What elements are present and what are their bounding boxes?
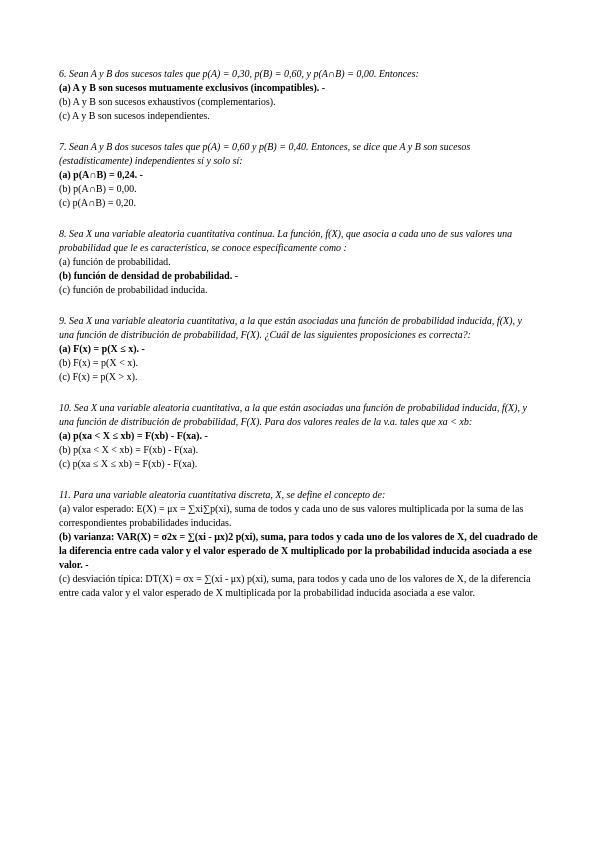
option-c: (c) función de probabilidad inducida. (59, 285, 208, 296)
question-9 (59, 315, 539, 385)
option-c: (c) p(xa ≤ X ≤ xb) = F(xb) - F(xa). (59, 459, 198, 470)
question-6 (59, 68, 539, 124)
option-a: (a) F(x) = p(X ≤ x). - (59, 344, 145, 355)
question-7 (59, 141, 539, 211)
question-8 (59, 228, 539, 298)
question-stem: 10. Sea X una variable aleatoria cuantitativa, a la que están asociadas una función de probabilidad inducida, f(X), y una función de distribución de probabilidad, F(X). Para dos valores reales de la v.a. tales que xa < xb: (59, 403, 527, 428)
option-b: (b) función de densidad de probabilidad. - (59, 271, 239, 282)
option-b: (b) p(xa < X < xb) = F(xb) - F(xa). (59, 445, 199, 456)
option-c: (c) p(A∩B) = 0,20. (59, 198, 137, 209)
option-a: (a) A y B son sucesos mutuamente exclusivos (incompatibles). - (59, 83, 326, 94)
question-stem: 7. Sean A y B dos sucesos tales que p(A) = 0,60 y p(B) = 0,40. Entonces, se dice que A y B son sucesos (estadísticamente) independientes sí y solo sí: (59, 142, 471, 167)
question-10 (59, 402, 539, 472)
question-11 (59, 489, 539, 601)
option-a: (a) p(A∩B) = 0,24. - (59, 170, 143, 181)
option-a: (a) función de probabilidad. (59, 257, 171, 268)
option-c: (c) desviación típica: DT(X) = σx = ∑(xi - μx) p(xi), suma, para todos y cada uno de los valores de X, de la diferencia entre cada valor y el valor esperado de X multiplicada por la probabilidad inducida asociada a ese valor. (59, 574, 531, 599)
exam-page (59, 68, 539, 618)
option-a: (a) valor esperado: E(X) = μx = ∑xi∑p(xi), suma de todos y cada uno de sus valores multiplicada por la suma de las correspondientes probabilidades inducidas. (59, 504, 524, 529)
option-c: (c) F(x) = p(X > x). (59, 372, 138, 383)
question-stem: 8. Sea X una variable aleatoria cuantitativa continua. La función, f(X), que asocia a cada uno de sus valores una probabilidad que le es característica, se conoce específicamente como : (59, 229, 513, 254)
question-stem: 11. Para una variable aleatoria cuantitativa discreta, X, se define el concepto de: (59, 490, 386, 501)
option-c: (c) A y B son sucesos independientes. (59, 111, 210, 122)
question-stem: 9. Sea X una variable aleatoria cuantitativa, a la que están asociadas una función de probabilidad inducida, f(X), y una función de distribución de probabilidad, F(X). ¿Cuál de las siguientes proposiciones es correcta?: (59, 316, 522, 341)
option-b: (b) varianza: VAR(X) = σ2x = ∑(xi - μx)2 p(xi), suma, para todos y cada uno de los valores de X, del cuadrado de la diferencia entre cada valor y el valor esperado de X multiplicado por la probabilidad inducida asociada a ese valor. - (59, 532, 538, 571)
option-b: (b) p(A∩B) = 0,00. (59, 184, 137, 195)
option-b: (b) F(x) = p(X < x). (59, 358, 139, 369)
option-b: (b) A y B son sucesos exhaustivos (complementarios). (59, 97, 276, 108)
question-stem: 6. Sean A y B dos sucesos tales que p(A) = 0,30, p(B) = 0,60, y p(A∩B) = 0,00. Entonces: (59, 69, 419, 80)
option-a: (a) p(xa < X ≤ xb) = F(xb) - F(xa). - (59, 431, 208, 442)
